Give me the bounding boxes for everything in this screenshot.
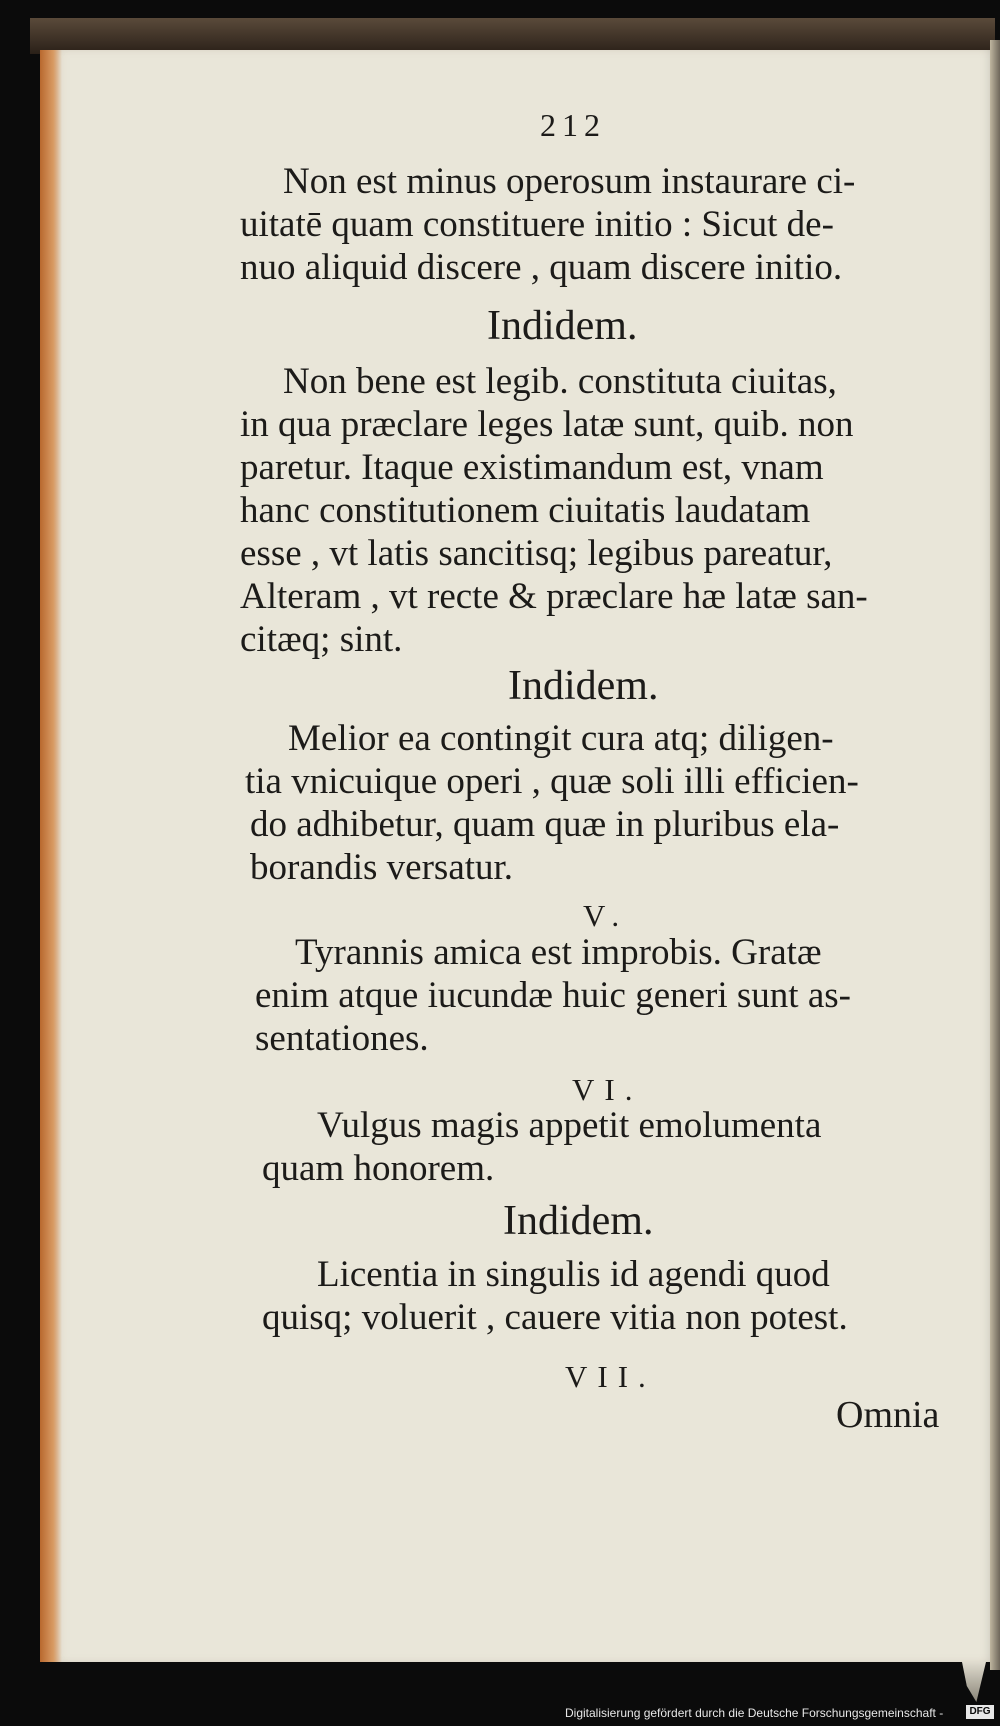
text-line: tia vnicuique operi , quæ soli illi efficien- xyxy=(245,761,859,802)
page-number: 212 xyxy=(540,107,606,143)
text-line: Vulgus magis appetit emolumenta xyxy=(317,1105,822,1146)
text-line: enim atque iucundæ huic generi sunt as- xyxy=(255,975,851,1016)
text-line: quam honorem. xyxy=(262,1148,495,1189)
text-line: Melior ea contingit cura atq; diligen- xyxy=(288,718,834,759)
section-heading: Indidem. xyxy=(487,303,638,349)
text-line: nuo aliquid discere , quam discere initio. xyxy=(240,247,843,288)
dfg-logo: DFG xyxy=(966,1705,994,1719)
section-numeral: V. xyxy=(583,898,630,933)
text-line: do adhibetur, quam quæ in pluribus ela- xyxy=(250,804,840,845)
digitization-credit: Digitalisierung gefördert durch die Deutsche Forschungsgemeinschaft - xyxy=(565,1706,944,1720)
text-line: Licentia in singulis id agendi quod xyxy=(317,1254,830,1295)
text-line: Tyrannis amica est improbis. Gratæ xyxy=(295,932,822,973)
section-numeral: VII. xyxy=(565,1359,656,1394)
text-line: Non est minus operosum instaurare ci- xyxy=(283,161,856,202)
catchword: Omnia xyxy=(836,1394,940,1436)
text-line: hanc constitutionem ciuitatis laudatam xyxy=(240,490,811,531)
section-heading: Indidem. xyxy=(503,1198,654,1244)
text-line: Non bene est legib. constituta ciuitas, xyxy=(283,361,837,402)
text-line: paretur. Itaque existimandum est, vnam xyxy=(240,447,824,488)
text-line: citæq; sint. xyxy=(240,619,403,660)
text-line: borandis versatur. xyxy=(250,847,514,888)
text-line: quisq; voluerit , cauere vitia non potest. xyxy=(262,1297,848,1338)
text-line: Alteram , vt recte & præclare hæ latæ san- xyxy=(240,576,868,617)
section-heading: Indidem. xyxy=(508,663,659,709)
text-line: esse , vt latis sancitisq; legibus pareatur, xyxy=(240,533,833,574)
section-numeral: VI. xyxy=(572,1072,643,1107)
text-line: uitatē quam constituere initio : Sicut de- xyxy=(240,204,834,245)
text-line: sentationes. xyxy=(255,1018,429,1059)
text-line: in qua præclare leges latæ sunt, quib. non xyxy=(240,404,854,445)
